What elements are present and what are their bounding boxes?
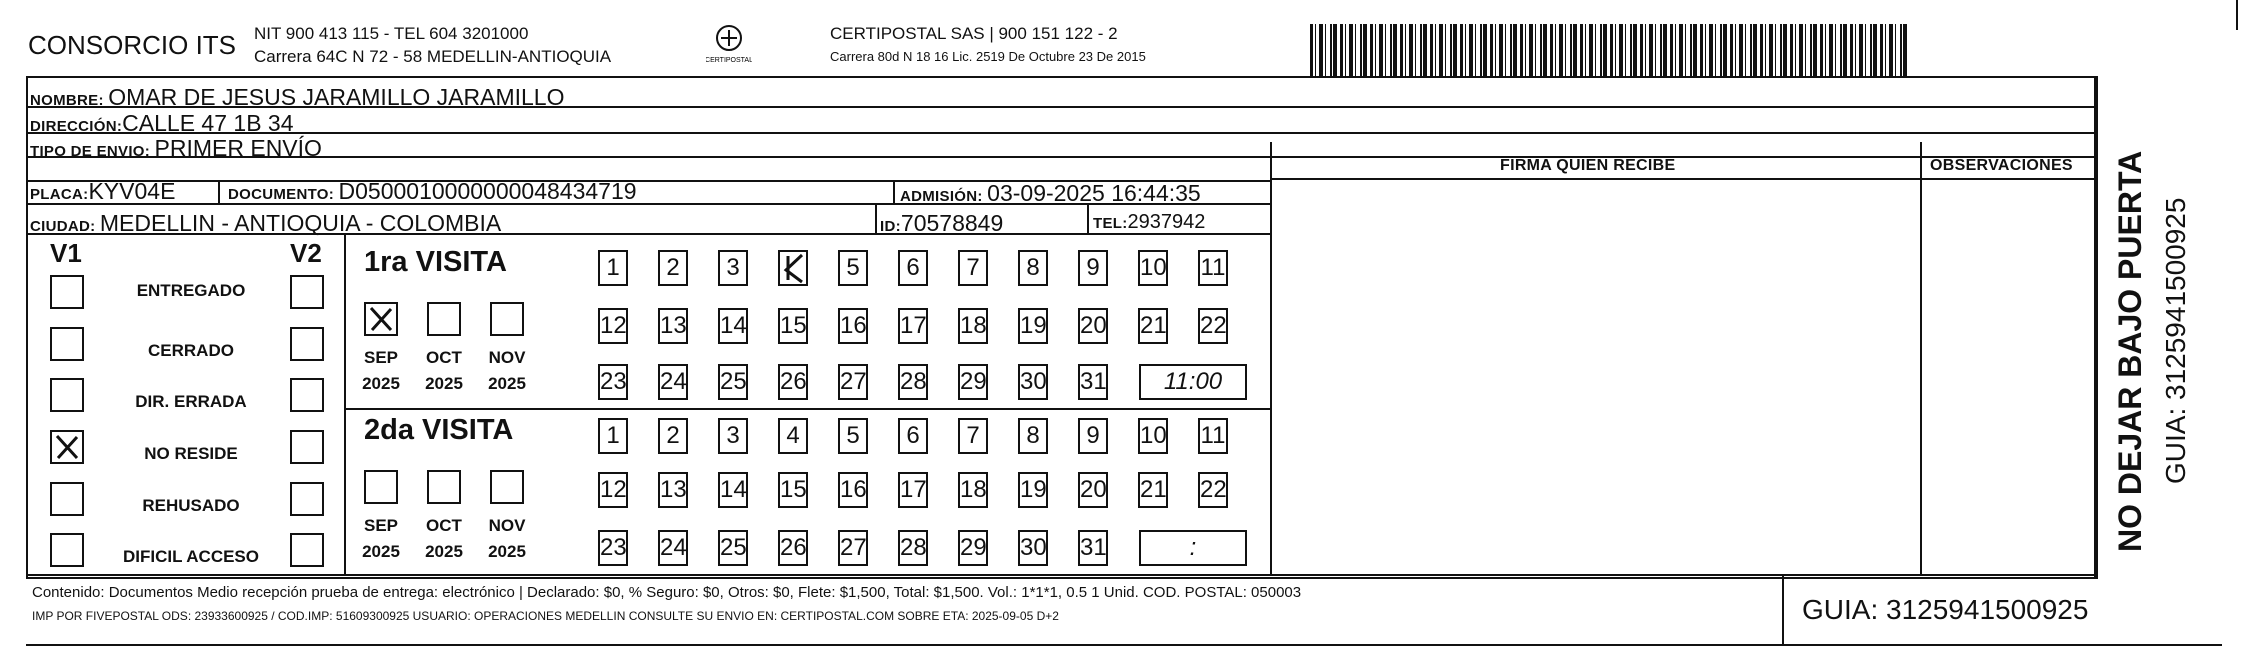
day-box[interactable]: 9 xyxy=(1078,250,1108,286)
month-label xyxy=(356,516,406,562)
documento-label: DOCUMENTO: xyxy=(228,186,335,203)
id-label: ID: xyxy=(880,218,901,235)
day-box[interactable]: 5 xyxy=(838,250,868,286)
placa-label: PLACA: xyxy=(30,186,89,203)
day-box[interactable]: 25 xyxy=(718,530,748,566)
day-box[interactable]: 2 xyxy=(658,418,688,454)
day-box[interactable]: 26 xyxy=(778,364,808,400)
month-label xyxy=(419,348,469,394)
footer-guia: GUIA: 3125941500925 xyxy=(1802,594,2089,625)
observaciones-header: OBSERVACIONES xyxy=(1930,157,2073,174)
v1-checkbox[interactable] xyxy=(50,533,84,567)
tel-label: TEL: xyxy=(1093,215,1128,232)
tel-value: 2937942 xyxy=(1127,211,1206,233)
company-nit: NIT 900 413 115 - TEL 604 3201000 xyxy=(254,24,529,43)
day-box[interactable]: 23 xyxy=(598,364,628,400)
svg-text:CERTIPOSTAL: CERTIPOSTAL xyxy=(706,57,752,64)
month-label xyxy=(482,516,532,562)
month-checkbox[interactable] xyxy=(364,302,398,336)
day-box[interactable]: 2 xyxy=(658,250,688,286)
day-box[interactable]: 30 xyxy=(1018,364,1048,400)
day-box[interactable]: 3 xyxy=(718,250,748,286)
day-box[interactable]: 16 xyxy=(838,472,868,508)
v1-checkbox[interactable] xyxy=(50,430,84,464)
documento-value: D0500010000000048434719 xyxy=(338,178,637,204)
certipostal-logo xyxy=(706,22,752,68)
v1-checkbox[interactable] xyxy=(50,378,84,412)
admision-value: 03-09-2025 16:44:35 xyxy=(987,180,1201,206)
day-box[interactable]: 23 xyxy=(598,530,628,566)
company-name: CONSORCIO ITS xyxy=(28,30,237,60)
v2-checkbox[interactable] xyxy=(290,378,324,412)
month-name: NOV xyxy=(488,516,526,535)
v1-label: V1 xyxy=(50,238,82,268)
day-box[interactable]: 1 xyxy=(598,418,628,454)
day-box[interactable]: 31 xyxy=(1078,364,1108,400)
time-box[interactable]: 11:00 xyxy=(1139,364,1247,400)
status-label: CERRADO xyxy=(148,341,234,360)
day-box[interactable]: 9 xyxy=(1078,418,1108,454)
barcode xyxy=(1310,24,1908,76)
day-box[interactable]: 6 xyxy=(898,250,928,286)
day-box[interactable]: 17 xyxy=(898,472,928,508)
month-checkbox[interactable] xyxy=(490,470,524,504)
day-box[interactable]: 8 xyxy=(1018,418,1048,454)
month-checkbox[interactable] xyxy=(427,302,461,336)
day-box[interactable]: 3 xyxy=(718,418,748,454)
tipo-envio-value: PRIMER ENVÍO xyxy=(154,135,322,161)
day-box[interactable]: 22 xyxy=(1198,308,1228,344)
day-box[interactable]: 18 xyxy=(958,472,988,508)
ciudad-value: MEDELLIN - ANTIOQUIA - COLOMBIA xyxy=(99,210,502,236)
placa-value: KYV04E xyxy=(88,178,176,204)
v2-checkbox[interactable] xyxy=(290,327,324,361)
day-box[interactable]: 16 xyxy=(838,308,868,344)
day-box[interactable]: 7 xyxy=(958,418,988,454)
certipostal-info: CERTIPOSTAL SAS | 900 151 122 - 2 xyxy=(830,24,1118,43)
month-checkbox[interactable] xyxy=(427,470,461,504)
month-checkbox[interactable] xyxy=(490,302,524,336)
day-box[interactable]: 13 xyxy=(658,472,688,508)
month-label xyxy=(482,348,532,394)
day-box[interactable]: 28 xyxy=(898,364,928,400)
company-address: Carrera 64C N 72 - 58 MEDELLIN-ANTIOQUIA xyxy=(254,47,612,66)
no-dejar-bajo-puerta: NO DEJAR BAJO PUERTA xyxy=(2112,150,2148,552)
day-box[interactable]: 12 xyxy=(598,472,628,508)
v1-checkbox[interactable] xyxy=(50,275,84,309)
nombre-label: NOMBRE: xyxy=(30,92,104,109)
direccion-label: DIRECCIÓN: xyxy=(30,118,123,135)
day-box[interactable]: 11 xyxy=(1198,418,1228,454)
side-guia: GUIA: 3125941500925 xyxy=(2160,197,2191,484)
month-name: OCT xyxy=(426,348,462,367)
day-box[interactable]: 21 xyxy=(1138,308,1168,344)
firma-area[interactable] xyxy=(1272,180,1919,573)
month-checkbox[interactable] xyxy=(364,470,398,504)
admision-label: ADMISIÓN: xyxy=(900,188,983,205)
month-label xyxy=(419,516,469,562)
nombre-value: OMAR DE JESUS JARAMILLO JARAMILLO xyxy=(108,84,565,110)
day-box[interactable]: 5 xyxy=(838,418,868,454)
month-year: 2025 xyxy=(425,374,463,393)
v1-checkbox[interactable] xyxy=(50,327,84,361)
day-box[interactable]: 31 xyxy=(1078,530,1108,566)
v2-label: V2 xyxy=(290,238,322,268)
ciudad-label: CIUDAD: xyxy=(30,218,96,235)
day-box[interactable]: 19 xyxy=(1018,308,1048,344)
v2-checkbox[interactable] xyxy=(290,275,324,309)
month-year: 2025 xyxy=(488,374,526,393)
month-year: 2025 xyxy=(362,542,400,561)
month-label xyxy=(356,348,406,394)
day-box[interactable]: 30 xyxy=(1018,530,1048,566)
id-value: 70578849 xyxy=(900,210,1004,236)
footer-content: Contenido: Documentos Medio recepción prueba de entrega: electrónico | Declarado: $0, % Seguro: $0, Otros: $0, Flete: $1,500, Total: $1,500. Vol.: 1*1*1, 0.5 1 Unid. COD. POSTAL: 050003 xyxy=(32,584,1302,601)
day-box[interactable]: 14 xyxy=(718,472,748,508)
direccion-value: CALLE 47 1B 34 xyxy=(122,110,294,136)
edge-mark xyxy=(2236,0,2238,30)
day-box[interactable]: 4 xyxy=(778,418,808,454)
day-box[interactable]: 26 xyxy=(778,530,808,566)
status-label: ENTREGADO xyxy=(136,281,246,300)
time-box[interactable]: : xyxy=(1139,530,1247,566)
day-box[interactable]: 27 xyxy=(838,364,868,400)
day-box[interactable] xyxy=(778,250,808,286)
month-name: SEP xyxy=(363,516,399,535)
day-box[interactable]: 10 xyxy=(1138,418,1168,454)
day-box[interactable]: 24 xyxy=(658,364,688,400)
status-label: DIFICIL ACCESO xyxy=(122,547,259,566)
firma-header: FIRMA QUIEN RECIBE xyxy=(1500,157,1676,174)
day-box[interactable]: 19 xyxy=(1018,472,1048,508)
second-visit-title: 2da VISITA xyxy=(364,414,514,446)
day-box[interactable]: 29 xyxy=(958,530,988,566)
day-box[interactable]: 20 xyxy=(1078,308,1108,344)
status-label: REHUSADO xyxy=(142,496,240,515)
day-box[interactable]: 15 xyxy=(778,472,808,508)
day-box[interactable]: 13 xyxy=(658,308,688,344)
day-box[interactable]: 7 xyxy=(958,250,988,286)
day-box[interactable]: 8 xyxy=(1018,250,1048,286)
day-box[interactable]: 28 xyxy=(898,530,928,566)
v2-checkbox[interactable] xyxy=(290,533,324,567)
v2-checkbox[interactable] xyxy=(290,482,324,516)
day-box[interactable]: 22 xyxy=(1198,472,1228,508)
status-label: DIR. ERRADA xyxy=(135,392,247,411)
month-name: OCT xyxy=(426,516,462,535)
day-box[interactable]: 15 xyxy=(778,308,808,344)
month-name: NOV xyxy=(488,348,526,367)
month-name: SEP xyxy=(363,348,399,367)
day-box[interactable]: 10 xyxy=(1138,250,1168,286)
v2-checkbox[interactable] xyxy=(290,430,324,464)
day-box[interactable]: 14 xyxy=(718,308,748,344)
month-year: 2025 xyxy=(488,542,526,561)
first-visit-title: 1ra VISITA xyxy=(364,246,507,278)
status-label: NO RESIDE xyxy=(144,444,238,463)
certipostal-address: Carrera 80d N 18 16 Lic. 2519 De Octubre 23 De 2015 xyxy=(830,49,1146,64)
day-box[interactable]: 20 xyxy=(1078,472,1108,508)
day-box[interactable]: 25 xyxy=(718,364,748,400)
v1-checkbox[interactable] xyxy=(50,482,84,516)
day-box[interactable]: 24 xyxy=(658,530,688,566)
month-year: 2025 xyxy=(425,542,463,561)
day-box[interactable]: 11 xyxy=(1198,250,1228,286)
day-box[interactable]: 21 xyxy=(1138,472,1168,508)
day-box[interactable]: 12 xyxy=(598,308,628,344)
footer-imp: IMP POR FIVEPOSTAL ODS: 23933600925 / COD.IMP: 51609300925 USUARIO: OPERACIONES MEDELLIN CONSULTE SU ENVIO EN: CERTIPOSTAL.COM SOBRE ETA: 2025-09-05 D+2 xyxy=(32,609,1059,623)
day-box[interactable]: 27 xyxy=(838,530,868,566)
tipo-envio-label: TIPO DE ENVIO: xyxy=(30,143,151,160)
day-box[interactable]: 1 xyxy=(598,250,628,286)
day-box[interactable]: 17 xyxy=(898,308,928,344)
month-year: 2025 xyxy=(362,374,400,393)
day-box[interactable]: 29 xyxy=(958,364,988,400)
observaciones-area[interactable] xyxy=(1922,180,2095,573)
day-box[interactable]: 18 xyxy=(958,308,988,344)
day-box[interactable]: 6 xyxy=(898,418,928,454)
